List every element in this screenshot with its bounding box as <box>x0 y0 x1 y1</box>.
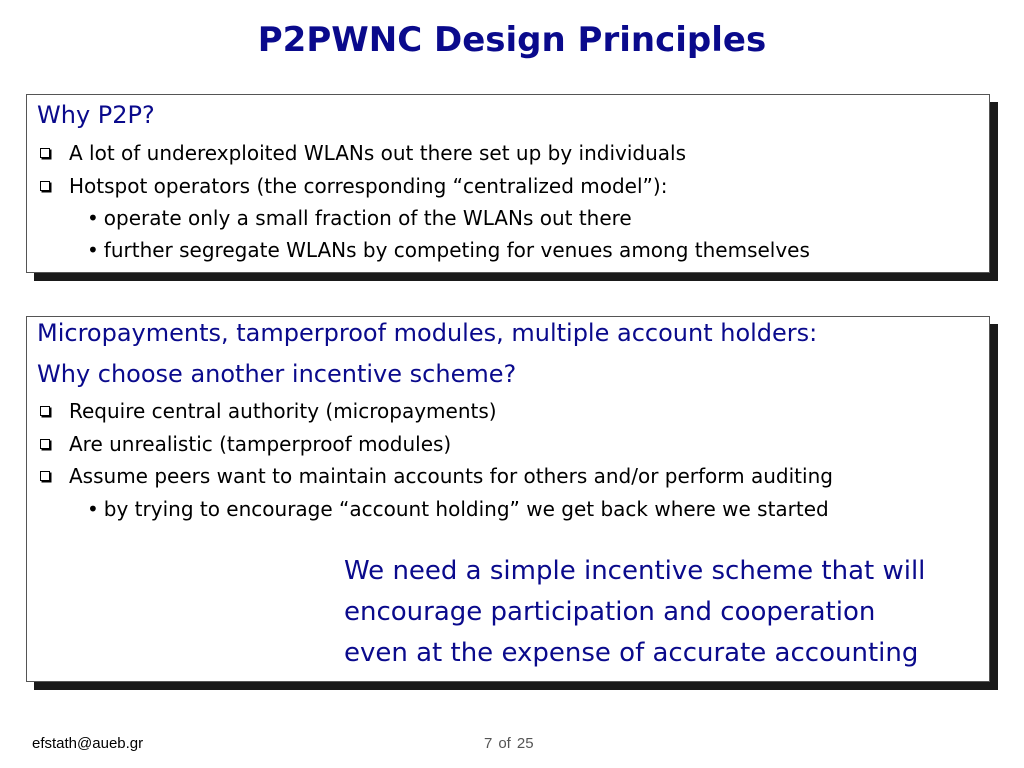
box-heading: Why P2P? <box>37 101 155 129</box>
bullet-item <box>39 141 686 165</box>
slide-title: P2PWNC Design Principles <box>257 20 767 60</box>
sub-bullet-item <box>87 497 829 521</box>
square-bullet-icon <box>40 406 50 416</box>
page-total: 25 <box>516 735 534 752</box>
bullet-text: Are unrealistic (tamperproof modules) <box>69 432 452 456</box>
box-heading-line: Why choose another incentive scheme? <box>37 360 517 388</box>
page-number <box>484 735 540 752</box>
square-bullet-icon <box>40 148 50 158</box>
bullet-text: A lot of underexploited WLANs out there set up by individuals <box>69 141 687 165</box>
bullet-item <box>39 174 667 198</box>
sub-bullet-text: further segregate WLANs by competing for venues among themselves <box>103 238 810 262</box>
conclusion-line: We need a simple incentive scheme that will <box>344 556 926 586</box>
dot-bullet-icon: • <box>87 497 99 521</box>
bullet-item <box>39 464 833 488</box>
bullet-item <box>39 399 497 423</box>
dot-bullet-icon: • <box>87 238 99 262</box>
incentive-scheme-box <box>26 316 990 682</box>
sub-bullet-item <box>87 206 632 230</box>
square-bullet-icon <box>40 439 50 449</box>
sub-bullet-text: operate only a small fraction of the WLANs out there <box>103 206 632 230</box>
why-p2p-box <box>26 94 990 273</box>
dot-bullet-icon: • <box>87 206 99 230</box>
bullet-text: Assume peers want to maintain accounts for others and/or perform auditing <box>69 464 833 488</box>
box-heading-line: Micropayments, tamperproof modules, multiple account holders: <box>37 319 818 347</box>
sub-bullet-item <box>87 238 810 262</box>
sub-bullet-text: by trying to encourage “account holding” we get back where we started <box>103 497 829 521</box>
square-bullet-icon <box>40 181 50 191</box>
page-current: 7 <box>484 735 493 752</box>
footer-email: efstath@aueb.gr <box>32 735 144 752</box>
conclusion-line: even at the expense of accurate accounting <box>344 638 919 668</box>
bullet-text: Hotspot operators (the corresponding “centralized model”): <box>69 174 668 198</box>
square-bullet-icon <box>40 471 50 481</box>
page-of: of <box>498 735 511 752</box>
bullet-item <box>39 432 451 456</box>
bullet-text: Require central authority (micropayments) <box>69 399 497 423</box>
conclusion-line: encourage participation and cooperation <box>344 597 876 627</box>
